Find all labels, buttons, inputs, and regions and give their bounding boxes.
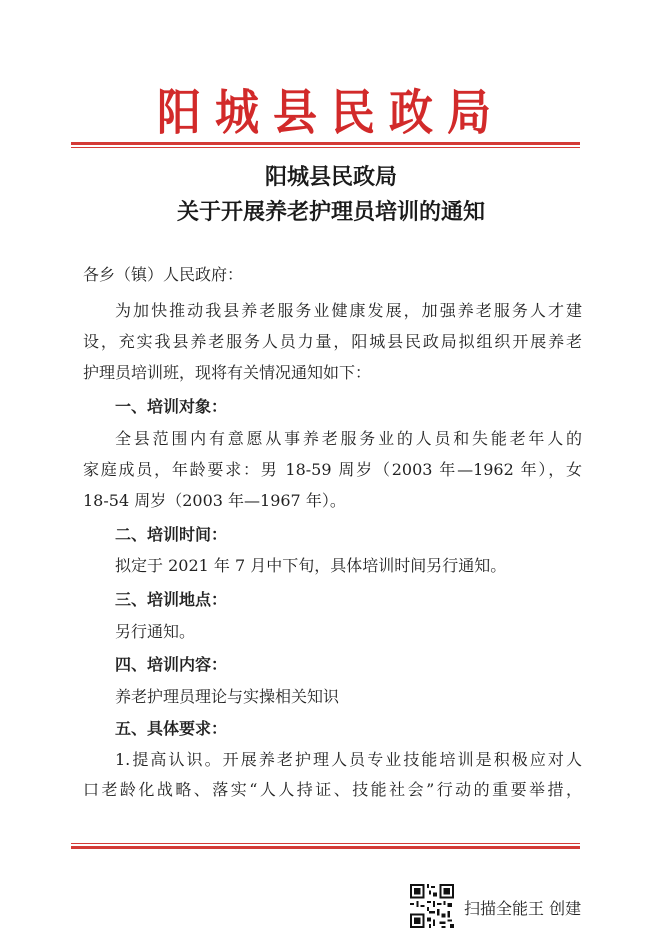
section-heading: 三、培训地点： <box>115 590 228 609</box>
section-line: 18-54 周岁（2003 年—1967 年）。 <box>83 491 346 510</box>
intro-line: 护理员培训班，现将有关情况通知如下： <box>83 363 372 382</box>
intro-line: 为加快推动我县养老服务业健康发展，加强养老服务人才建 <box>115 301 582 320</box>
qr-code-icon <box>410 884 454 928</box>
section-line: 拟定于 2021 年 7 月中下旬，具体培训时间另行通知。 <box>115 556 507 575</box>
section-heading: 四、培训内容： <box>115 655 228 674</box>
salutation: 各乡（镇）人民政府： <box>83 265 244 284</box>
letterhead-title: 阳城县民政局 <box>157 84 505 141</box>
document-title-line1: 阳城县民政局 <box>264 165 397 190</box>
section-line: 另行通知。 <box>115 622 196 641</box>
section-heading: 五、具体要求： <box>115 719 228 738</box>
intro-line: 设，充实我县养老服务人员力量，阳城县民政局拟组织开展养老 <box>83 332 582 351</box>
letterhead-rule-thin <box>71 147 580 148</box>
section-line: 家庭成员，年龄要求：男 18-59 周岁（2003 年—1962 年），女 <box>83 460 582 479</box>
scanner-app-label: 扫描全能王 创建 <box>464 899 582 918</box>
section-line: 全县范围内有意愿从事养老服务业的人员和失能老年人的 <box>115 429 582 448</box>
section-line: 养老护理员理论与实操相关知识 <box>115 687 340 706</box>
letterhead-rule-thick <box>71 142 580 145</box>
footer-rule-thick <box>71 846 580 849</box>
section-heading: 一、培训对象： <box>115 397 228 416</box>
section-line: 口老龄化战略、落实“人人持证、技能社会”行动的重要举措， <box>83 780 582 799</box>
footer-rule-thin <box>71 843 580 844</box>
section-heading: 二、培训时间： <box>115 525 228 544</box>
document-title-line2: 关于开展养老护理员培训的通知 <box>176 200 485 225</box>
section-line: 1.提高认识。开展养老护理人员专业技能培训是积极应对人 <box>115 750 582 769</box>
scanner-watermark <box>410 884 650 928</box>
